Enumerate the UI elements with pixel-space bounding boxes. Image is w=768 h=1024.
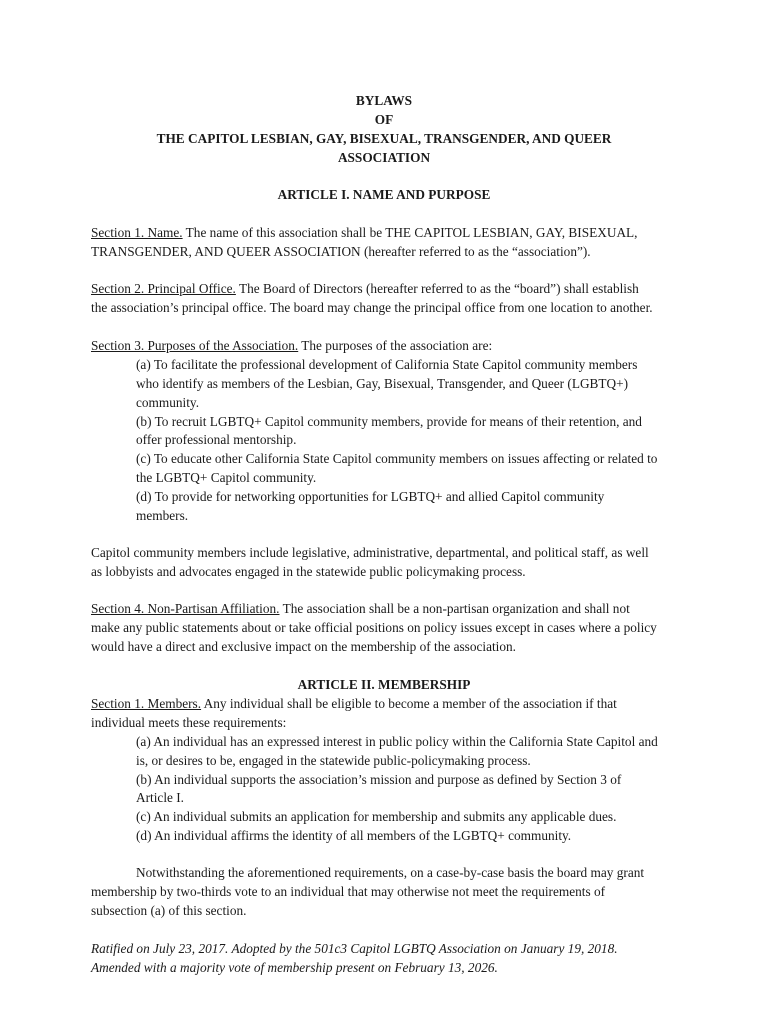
document-title xyxy=(90,92,678,168)
title-line: BYLAWS xyxy=(355,93,413,108)
section-label: Section 1. Name. xyxy=(91,225,183,240)
section-text: Any individual shall be eligible to become a member of the association if that xyxy=(201,696,617,711)
paragraph-text: Notwithstanding the aforementioned requirements, on a case-by-case basis the board may grant xyxy=(136,865,645,880)
footer-line: Ratified on July 23, 2017. Adopted by the 501c3 Capitol LGBTQ Association on January 19, 2018. xyxy=(91,941,618,956)
purpose-item: the LGBTQ+ Capitol community. xyxy=(136,470,317,486)
purpose-item: (a) To facilitate the professional development of California State Capitol community members xyxy=(136,356,638,372)
section-label: Section 1. Members. xyxy=(91,696,202,711)
purpose-item: offer professional mentorship. xyxy=(136,432,297,448)
section-text: the association’s principal office. The board may change the principal office from one location to another. xyxy=(91,299,653,315)
community-paragraph xyxy=(91,544,691,582)
section-text: individual meets these requirements: xyxy=(91,714,287,730)
notwithstanding-paragraph xyxy=(91,864,691,921)
section-text: The association shall be a non-partisan organization and shall not xyxy=(279,601,630,616)
requirement-item: (d) An individual affirms the identity of all members of the LGBTQ+ community. xyxy=(136,828,572,844)
section-text: The name of this association shall be THE CAPITOL LESBIAN, GAY, BISEXUAL, xyxy=(182,225,638,240)
article-2-heading: ARTICLE II. MEMBERSHIP xyxy=(297,677,471,692)
paragraph-text: subsection (a) of this section. xyxy=(91,902,247,918)
requirement-item: (a) An individual has an expressed interest in public policy within the California State Capitol and xyxy=(136,733,658,749)
purpose-item: (b) To recruit LGBTQ+ Capitol community members, provide for means of their retention, and xyxy=(136,413,642,429)
article-1-heading: ARTICLE I. NAME AND PURPOSE xyxy=(277,187,491,202)
section-label: Section 3. Purposes of the Association. xyxy=(91,338,299,353)
article-1-section-3 xyxy=(91,337,691,526)
purpose-item: (c) To educate other California State Capitol community members on issues affecting or related to xyxy=(136,451,658,467)
purpose-item: (d) To provide for networking opportunities for LGBTQ+ and allied Capitol community xyxy=(136,489,605,505)
purpose-item: who identify as members of the Lesbian, Gay, Bisexual, Transgender, and Queer (LGBTQ+) xyxy=(136,375,629,391)
footer-line: Amended with a majority vote of membership present on February 13, 2026. xyxy=(91,959,498,975)
section-label: Section 4. Non-Partisan Affiliation. xyxy=(91,601,280,616)
title-line: OF xyxy=(374,111,394,127)
section-label: Section 2. Principal Office. xyxy=(91,281,236,296)
article-2-section-1 xyxy=(91,695,691,846)
paragraph-text: as lobbyists and advocates engaged in the statewide public policymaking process. xyxy=(91,563,526,579)
article-1-section-2 xyxy=(91,280,691,318)
paragraph-text: Capitol community members include legislative, administrative, departmental, and political staff, as well xyxy=(91,545,649,560)
requirement-item: is, or desires to be, engaged in the statewide public-policymaking process. xyxy=(136,752,531,768)
ratification-footer xyxy=(91,940,691,978)
section-text: The Board of Directors (hereafter referred to as the “board”) shall establish xyxy=(235,281,639,296)
requirement-item: Article I. xyxy=(136,790,184,806)
purpose-item: community. xyxy=(136,394,200,410)
article-1-section-1 xyxy=(91,224,691,262)
paragraph-text: membership by two-thirds vote to an individual that may otherwise not meet the requirements of xyxy=(91,883,606,899)
article-1-section-4 xyxy=(91,600,691,657)
section-text: would have a direct and exclusive impact on the membership of the association. xyxy=(91,638,517,654)
title-line: ASSOCIATION xyxy=(337,149,431,165)
section-text: The purposes of the association are: xyxy=(298,338,493,353)
requirement-item: (b) An individual supports the association’s mission and purpose as defined by Section 3 of xyxy=(136,771,622,787)
requirement-item: (c) An individual submits an application for membership and submits any applicable dues. xyxy=(136,809,617,825)
purpose-item: members. xyxy=(136,508,189,524)
section-text: TRANSGENDER, AND QUEER ASSOCIATION (hereafter referred to as the “association”). xyxy=(91,243,591,259)
title-line: THE CAPITOL LESBIAN, GAY, BISEXUAL, TRANSGENDER, AND QUEER xyxy=(156,130,612,146)
section-text: make any public statements about or take official positions on policy issues except in cases where a policy xyxy=(91,619,657,635)
